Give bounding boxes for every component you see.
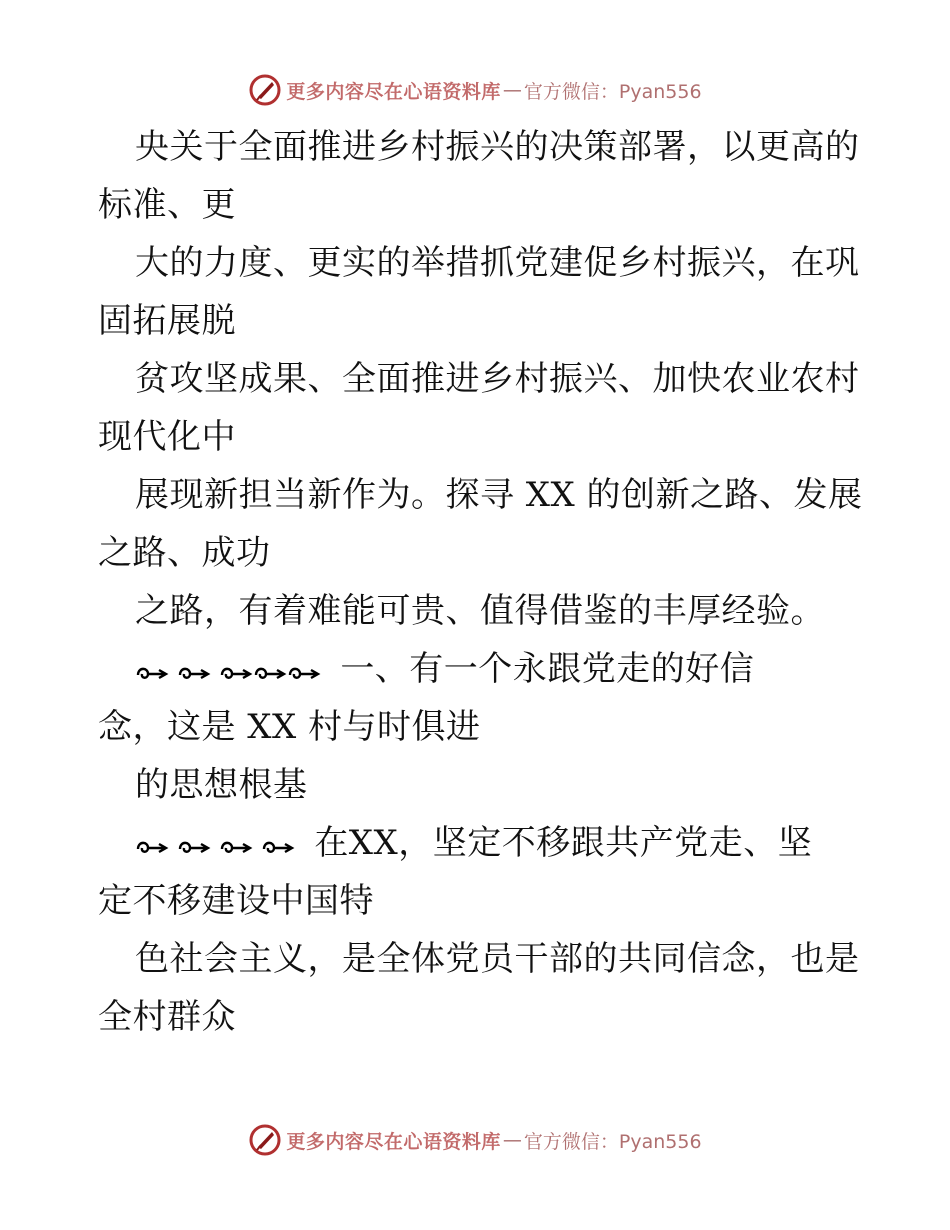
text-line: 央关于全面推进乡村振兴的决策部署，以更高的 <box>135 127 860 167</box>
section-lead <box>98 814 868 872</box>
watermark-separator: — <box>502 1129 522 1151</box>
section-heading <box>98 640 868 698</box>
text-line: 全村群众 <box>98 997 236 1037</box>
quill-logo-icon <box>248 73 282 107</box>
swirl-ornament-icon <box>253 642 287 700</box>
text-line: 大的力度、更实的举措抓党建促乡村振兴，在巩 <box>135 243 860 283</box>
watermark-wechat: 官方微信：Pyan556 <box>523 80 702 103</box>
watermark-brand: 更多内容尽在心语资料库 <box>286 80 501 103</box>
swirl-ornament-icon <box>219 816 253 874</box>
text-line: 固拓展脱 <box>98 301 236 341</box>
footer-watermark <box>0 1120 950 1160</box>
watermark-separator: — <box>502 79 522 101</box>
swirl-ornament-icon <box>261 816 295 874</box>
document-body <box>98 118 868 1046</box>
quill-logo-icon <box>248 1123 282 1157</box>
text-line: 色社会主义，是全体党员干部的共同信念，也是 <box>135 939 860 979</box>
text-line: 展现新担当新作为。探寻 XX 的创新之路、发展 <box>135 475 863 515</box>
lead-text: 在XX，坚定不移跟共产党走、坚 <box>314 823 813 863</box>
watermark-brand: 更多内容尽在心语资料库 <box>286 1130 501 1153</box>
text-line: 标准、更 <box>98 185 236 225</box>
swirl-ornament-icon <box>177 816 211 874</box>
header-watermark <box>0 70 950 110</box>
text-line: 之路、成功 <box>98 533 271 573</box>
text-line: 的思想根基 <box>135 765 308 805</box>
swirl-ornament-icon <box>135 642 169 700</box>
text-line: 现代化中 <box>98 417 236 457</box>
watermark-wechat: 官方微信：Pyan556 <box>523 1130 702 1153</box>
swirl-ornament-icon <box>287 642 321 700</box>
text-line: 之路，有着难能可贵、值得借鉴的丰厚经验。 <box>135 591 825 631</box>
heading-text: 一、有一个永跟党走的好信 <box>340 649 755 689</box>
swirl-ornament-icon <box>219 642 253 700</box>
text-line: 贫攻坚成果、全面推进乡村振兴、加快农业农村 <box>135 359 860 399</box>
text-line: 念，这是 XX 村与时俱进 <box>98 707 481 747</box>
text-line: 定不移建设中国特 <box>98 881 374 921</box>
swirl-ornament-icon <box>177 642 211 700</box>
swirl-ornament-icon <box>135 816 169 874</box>
